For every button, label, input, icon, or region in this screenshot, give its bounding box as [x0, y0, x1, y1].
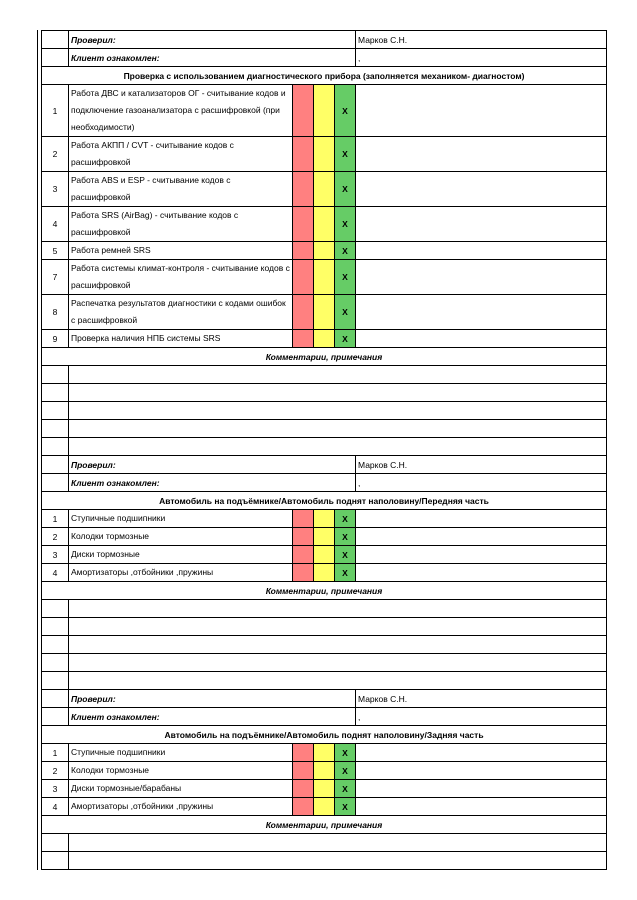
status-green-cell[interactable]: X	[335, 780, 356, 798]
checked-by-label: Проверил:	[69, 690, 356, 708]
item-note-cell[interactable]	[356, 744, 607, 762]
item-note-cell[interactable]	[356, 172, 607, 207]
comment-num-cell	[42, 672, 69, 690]
item-description: Работа ДВС и катализаторов ОГ - считывание кодов и подключение газоанализатора с расшифровкой (при необходимости)	[69, 85, 293, 137]
status-red-cell[interactable]	[293, 260, 314, 295]
status-green-cell[interactable]: X	[335, 172, 356, 207]
item-number: 2	[42, 762, 69, 780]
status-red-cell[interactable]	[293, 137, 314, 172]
status-yellow-cell[interactable]	[314, 780, 335, 798]
status-green-cell[interactable]: X	[335, 137, 356, 172]
status-red-cell[interactable]	[293, 207, 314, 242]
status-red-cell[interactable]	[293, 295, 314, 330]
item-number: 4	[42, 207, 69, 242]
client-ack-value[interactable]: ,	[356, 474, 607, 492]
status-yellow-cell[interactable]	[314, 564, 335, 582]
status-green-cell[interactable]: X	[335, 564, 356, 582]
checked-by-label: Проверил:	[69, 31, 356, 49]
checked-by-value[interactable]: Марков С.Н.	[356, 690, 607, 708]
status-yellow-cell[interactable]	[314, 762, 335, 780]
sign-num-cell	[42, 456, 69, 474]
status-red-cell[interactable]	[293, 546, 314, 564]
comment-num-cell	[42, 654, 69, 672]
comment-line[interactable]	[69, 618, 607, 636]
item-number: 7	[42, 260, 69, 295]
comment-num-cell	[42, 402, 69, 420]
status-green-cell[interactable]: X	[335, 744, 356, 762]
checked-by-label: Проверил:	[69, 456, 356, 474]
item-description: Амортизаторы ,отбойники ,пружины	[69, 564, 293, 582]
comment-num-cell	[42, 384, 69, 402]
comment-num-cell	[42, 636, 69, 654]
item-number: 9	[42, 330, 69, 348]
status-green-cell[interactable]: X	[335, 295, 356, 330]
item-note-cell[interactable]	[356, 207, 607, 242]
item-description: Проверка наличия НПБ системы SRS	[69, 330, 293, 348]
status-yellow-cell[interactable]	[314, 330, 335, 348]
item-number: 3	[42, 172, 69, 207]
item-number: 2	[42, 528, 69, 546]
comment-line[interactable]	[69, 366, 607, 384]
item-description: Колодки тормозные	[69, 762, 293, 780]
comment-num-cell	[42, 834, 69, 852]
item-note-cell[interactable]	[356, 780, 607, 798]
item-note-cell[interactable]	[356, 762, 607, 780]
item-description: Работа ремней SRS	[69, 242, 293, 260]
status-green-cell[interactable]: X	[335, 242, 356, 260]
item-note-cell[interactable]	[356, 242, 607, 260]
status-red-cell[interactable]	[293, 744, 314, 762]
status-green-cell[interactable]: X	[335, 762, 356, 780]
status-yellow-cell[interactable]	[314, 137, 335, 172]
section-title-diagnostics: Проверка с использованием диагностического прибора (заполняется механиком- диагностом)	[42, 67, 607, 85]
comment-line[interactable]	[69, 384, 607, 402]
status-green-cell[interactable]: X	[335, 207, 356, 242]
status-green-cell[interactable]: X	[335, 798, 356, 816]
checked-by-value[interactable]: Марков С.Н.	[356, 456, 607, 474]
status-green-cell[interactable]: X	[335, 260, 356, 295]
comment-line[interactable]	[69, 672, 607, 690]
item-number: 4	[42, 564, 69, 582]
sign-num-cell	[42, 690, 69, 708]
sign-num-cell	[42, 708, 69, 726]
item-description: Работа системы климат-контроля - считывание кодов с расшифровкой	[69, 260, 293, 295]
status-yellow-cell[interactable]	[314, 260, 335, 295]
section-title-rear: Автомобиль на подъёмнике/Автомобиль поднят наполовину/Задняя часть	[42, 726, 607, 744]
status-red-cell[interactable]	[293, 172, 314, 207]
item-description: Работа ABS и ESP - считывание кодов с расшифровкой	[69, 172, 293, 207]
item-note-cell[interactable]	[356, 137, 607, 172]
comments-title: Комментарии, примечания	[42, 348, 607, 366]
item-description: Диски тормозные/барабаны	[69, 780, 293, 798]
comment-num-cell	[42, 852, 69, 870]
item-description: Амортизаторы ,отбойники ,пружины	[69, 798, 293, 816]
status-yellow-cell[interactable]	[314, 295, 335, 330]
status-red-cell[interactable]	[293, 528, 314, 546]
comment-line[interactable]	[69, 402, 607, 420]
status-green-cell[interactable]: X	[335, 510, 356, 528]
client-ack-label: Клиент ознакомлен:	[69, 708, 356, 726]
comment-line[interactable]	[69, 636, 607, 654]
status-yellow-cell[interactable]	[314, 546, 335, 564]
sign-num-cell	[42, 49, 69, 67]
client-ack-label: Клиент ознакомлен:	[69, 49, 356, 67]
item-number: 1	[42, 85, 69, 137]
status-yellow-cell[interactable]	[314, 798, 335, 816]
status-yellow-cell[interactable]	[314, 207, 335, 242]
comment-num-cell	[42, 420, 69, 438]
item-description: Работа SRS (AirBag) - считывание кодов с расшифровкой	[69, 207, 293, 242]
item-number: 8	[42, 295, 69, 330]
comment-line[interactable]	[69, 600, 607, 618]
status-yellow-cell[interactable]	[314, 744, 335, 762]
item-number: 1	[42, 744, 69, 762]
item-description: Работа АКПП / CVT - считывание кодов с расшифровкой	[69, 137, 293, 172]
item-number: 4	[42, 798, 69, 816]
status-green-cell[interactable]: X	[335, 85, 356, 137]
item-note-cell[interactable]	[356, 330, 607, 348]
status-yellow-cell[interactable]	[314, 528, 335, 546]
section-title-front: Автомобиль на подъёмнике/Автомобиль поднят наполовину/Передняя часть	[42, 492, 607, 510]
client-ack-label: Клиент ознакомлен:	[69, 474, 356, 492]
status-yellow-cell[interactable]	[314, 242, 335, 260]
checked-by-value[interactable]: Марков С.Н.	[356, 31, 607, 49]
status-red-cell[interactable]	[293, 510, 314, 528]
comment-line[interactable]	[69, 420, 607, 438]
client-ack-value[interactable]: ,	[356, 49, 607, 67]
comments-title: Комментарии, примечания	[42, 582, 607, 600]
status-yellow-cell[interactable]	[314, 172, 335, 207]
item-note-cell[interactable]	[356, 85, 607, 137]
status-green-cell[interactable]: X	[335, 330, 356, 348]
item-description: Ступичные подшипники	[69, 510, 293, 528]
item-number: 3	[42, 780, 69, 798]
status-red-cell[interactable]	[293, 242, 314, 260]
client-ack-value[interactable]: ,	[356, 708, 607, 726]
status-green-cell[interactable]: X	[335, 528, 356, 546]
status-yellow-cell[interactable]	[314, 510, 335, 528]
comment-line[interactable]	[69, 834, 607, 852]
sign-num-cell	[42, 474, 69, 492]
status-yellow-cell[interactable]	[314, 85, 335, 137]
sign-num-cell	[42, 31, 69, 49]
comment-num-cell	[42, 600, 69, 618]
comment-num-cell	[42, 438, 69, 456]
inspection-sheet	[41, 30, 607, 870]
status-red-cell[interactable]	[293, 780, 314, 798]
status-red-cell[interactable]	[293, 762, 314, 780]
item-note-cell[interactable]	[356, 510, 607, 528]
item-note-cell[interactable]	[356, 564, 607, 582]
item-note-cell[interactable]	[356, 260, 607, 295]
item-description: Распечатка результатов диагностики с кодами ошибок с расшифровкой	[69, 295, 293, 330]
comments-title: Комментарии, примечания	[42, 816, 607, 834]
status-red-cell[interactable]	[293, 85, 314, 137]
item-number: 5	[42, 242, 69, 260]
status-green-cell[interactable]: X	[335, 546, 356, 564]
margin-line-outer	[37, 30, 38, 870]
comment-line[interactable]	[69, 654, 607, 672]
item-number: 3	[42, 546, 69, 564]
item-description: Диски тормозные	[69, 546, 293, 564]
item-note-cell[interactable]	[356, 295, 607, 330]
status-red-cell[interactable]	[293, 798, 314, 816]
status-red-cell[interactable]	[293, 564, 314, 582]
item-number: 1	[42, 510, 69, 528]
status-red-cell[interactable]	[293, 330, 314, 348]
item-number: 2	[42, 137, 69, 172]
comment-num-cell	[42, 618, 69, 636]
comment-line[interactable]	[69, 852, 607, 870]
item-note-cell[interactable]	[356, 546, 607, 564]
item-description: Ступичные подшипники	[69, 744, 293, 762]
item-description: Колодки тормозные	[69, 528, 293, 546]
comment-num-cell	[42, 366, 69, 384]
comment-line[interactable]	[69, 438, 607, 456]
item-note-cell[interactable]	[356, 528, 607, 546]
item-note-cell[interactable]	[356, 798, 607, 816]
